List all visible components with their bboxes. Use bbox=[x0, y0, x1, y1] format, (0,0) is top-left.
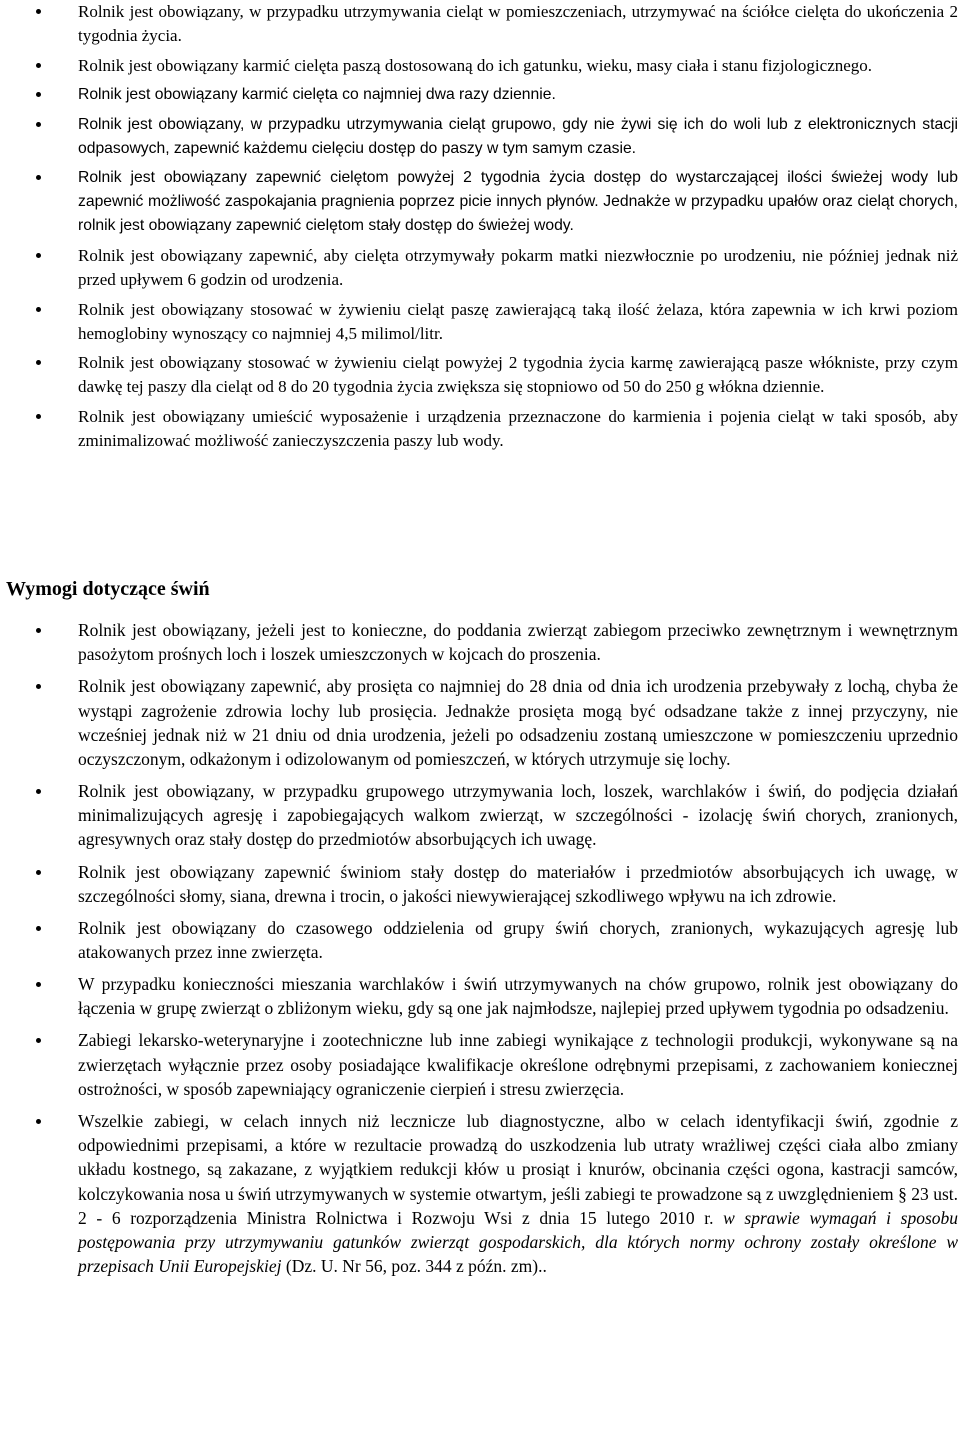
calves-requirements-list bbox=[0, 0, 960, 458]
list-item bbox=[0, 972, 960, 1020]
list-item bbox=[0, 166, 960, 238]
bullet-icon bbox=[36, 414, 41, 419]
list-item bbox=[0, 298, 960, 346]
list-item bbox=[0, 779, 960, 852]
list-item-text: W przypadku konieczności mieszania warchlaków i świń utrzymywanych na chów grupowo, rolnik jest obowiązany do łączenia w grupę zwierząt o zbliżonym wieku, gdy są one jak najmłodsze, najlepiej przed upływem tygodnia po odsadzeniu. bbox=[78, 974, 958, 1019]
list-item-text: Rolnik jest obowiązany zapewnić, aby cielęta otrzymywały pokarm matki niezwłocznie po urodzeniu, nie później jednak niż przed upływem 6 godzin od urodzenia. bbox=[78, 245, 958, 289]
list-item bbox=[0, 351, 960, 399]
pigs-requirements-list bbox=[0, 618, 960, 1286]
bullet-icon bbox=[36, 684, 41, 689]
list-item bbox=[0, 83, 960, 107]
bullet-icon bbox=[36, 122, 41, 127]
regulation-title: w sprawie wymagań i sposobu postępowania przy utrzymywaniu gatunków zwierząt gospodarskich, dla których normy ochrony zostały określone w przepisach Unii Europejskiej bbox=[78, 1207, 959, 1277]
list-item bbox=[0, 674, 960, 771]
list-item-text: Rolnik jest obowiązany, w przypadku utrzymywania cieląt grupowo, gdy nie żywi się ich do woli lub z elektronicznych stacji odpasowych, zapewnić każdemu cielęciu dostęp do paszy w tym samym czasie. bbox=[78, 115, 958, 157]
bullet-icon bbox=[36, 253, 41, 258]
list-item bbox=[0, 244, 960, 292]
list-item-text: Rolnik jest obowiązany stosować w żywieniu cieląt paszę zawierającą taką ilość żelaza, która zapewnia w ich krwi poziom hemoglobiny wynoszący co najmniej 4,5 milimol/litr. bbox=[78, 299, 958, 343]
list-item-text: Rolnik jest obowiązany, jeżeli jest to konieczne, do poddania zwierząt zabiegom przeciwko zewnętrznym i wewnętrznym pasożytom prośnych loch i loszek umieszczonych w kojcach do proszenia. bbox=[78, 620, 958, 665]
bullet-icon bbox=[36, 9, 41, 14]
list-item-text: Rolnik jest obowiązany zapewnić świniom stały dostęp do materiałów i przedmiotów absorbujących ich uwagę, w szczególności słomy, siana, drewna i trocin, o jakości niewywierającej szkodliwego wpływu na ich zdrowie. bbox=[78, 861, 958, 906]
bullet-icon bbox=[36, 360, 41, 365]
list-item-text: Rolnik jest obowiązany zapewnić cielętom powyżej 2 tygodnia życia dostęp do wystarczającej ilości świeżej wody lub zapewnić możliwość zaspokajania pragnienia poprzez picie innych płynów. Jednakże w przypadku upałów oraz cieląt chorych, rolnik jest obowiązany zapewnić cielętom stały dostęp do świeżej wody. bbox=[78, 169, 958, 235]
bullet-icon bbox=[36, 870, 41, 875]
bullet-icon bbox=[36, 982, 41, 987]
list-item-text: Rolnik jest obowiązany do czasowego oddzielenia od grupy świń chorych, zranionych, wykazujących agresję lub atakowanych przez inne zwierzęta. bbox=[78, 917, 958, 962]
list-item-text: Zabiegi lekarsko-weterynaryjne i zootechniczne lub inne zabiegi wynikające z technologii produkcji, wykonywane są na zwierzętach wyłącznie przez osoby posiadające kwalifikacje określone odrębnymi przepisami, z zachowaniem koniecznej ostrożności, w sposób zapewniający ograniczenie cierpień i stresu zwierzęcia. bbox=[78, 1030, 958, 1099]
list-item-text: Rolnik jest obowiązany, w przypadku utrzymywania cieląt w pomieszczeniach, utrzymywać na ściółce cielęta do ukończenia 2 tygodnia życia. bbox=[78, 2, 958, 45]
list-item-text: Rolnik jest obowiązany, w przypadku grupowego utrzymywania loch, loszek, warchlaków i świń, do podjęcia działań minimalizujących agresję i zapobiegających walkom zwierząt, w szczególności - izolację świń chorych, zranionych, agresywnych oraz stały dostęp do przedmiotów absorbujących ich uwagę. bbox=[78, 781, 958, 850]
list-item bbox=[0, 860, 960, 908]
list-item bbox=[0, 54, 960, 78]
bullet-icon bbox=[36, 175, 41, 180]
section-heading: Wymogi dotyczące świń bbox=[6, 578, 210, 600]
list-item-text: Rolnik jest obowiązany stosować w żywieniu cieląt powyżej 2 tygodnia życia karmę zawierającą pasze włókniste, przy czym dawkę tej paszy dla cieląt od 8 do 20 tygodnia życia zwiększa się stopniowo od 50 do 250 g włókna dziennie. bbox=[78, 353, 958, 397]
list-item bbox=[0, 618, 960, 666]
list-item bbox=[0, 916, 960, 964]
list-item-text: Rolnik jest obowiązany zapewnić, aby prosięta co najmniej do 28 dnia od dnia ich urodzenia przebywały z lochą, chyba że wystąpi zagrożenie zdrowia lochy lub prosięcia. Jednakże prosięta mogą być odsadzane także z innej przyczyny, nie wcześniej jednak niż w 21 dniu od dnia urodzenia, jeżeli po odsadzeniu zostaną umieszczone w pomieszczeniu uprzednio oczyszczonym, odkażonym i odizolowanym od pomieszczeń, w których utrzymuje się lochy. bbox=[78, 676, 958, 769]
bullet-icon bbox=[36, 1038, 41, 1043]
bullet-icon bbox=[36, 789, 41, 794]
list-item bbox=[0, 1028, 960, 1101]
list-item bbox=[0, 1109, 960, 1278]
bullet-icon bbox=[36, 926, 41, 931]
list-item-text: Rolnik jest obowiązany karmić cielęta paszą dostosowaną do ich gatunku, wieku, masy ciała i stanu fizjologicznego. bbox=[78, 55, 873, 75]
list-item bbox=[0, 0, 960, 48]
list-item-text: Rolnik jest obowiązany umieścić wyposażenie i urządzenia przeznaczone do karmienia i pojenia cieląt w taki sposób, aby zminimalizować możliwość zanieczyszczenia paszy lub wody. bbox=[78, 406, 958, 450]
list-item bbox=[0, 113, 960, 161]
list-item bbox=[0, 405, 960, 453]
list-item-text: Wszelkie zabiegi, w celach innych niż lecznicze lub diagnostyczne, albo w celach identyfikacji świń, zgodnie z odpowiednimi przepisami, a które w rezultacie prowadzą do uszkodzenia lub utraty wrażliwej części ciała albo zmiany układu kostnego, są zakazane, z wyjątkiem redukcji kłów u prosiąt i knurów, obcinania części ogona, kastracji samców, kolczykowania nosa u świń utrzymywanych w systemie otwartym, jeśli zabiegi te prowadzone są z uwzględnieniem § 23 ust. 2 - 6 rozporządzenia Ministra Rolnictwa i Rozwoju Wsi z dnia 15 lutego 2010 r. bbox=[78, 1110, 958, 1228]
bullet-icon bbox=[36, 1119, 41, 1124]
list-item-text-citation: (Dz. U. Nr 56, poz. 344 z późn. zm).. bbox=[281, 1256, 547, 1277]
list-item-text: Rolnik jest obowiązany karmić cielęta co najmniej dwa razy dziennie. bbox=[78, 86, 556, 104]
bullet-icon bbox=[36, 92, 41, 97]
bullet-icon bbox=[36, 307, 41, 312]
bullet-icon bbox=[36, 628, 41, 633]
bullet-icon bbox=[36, 63, 41, 68]
